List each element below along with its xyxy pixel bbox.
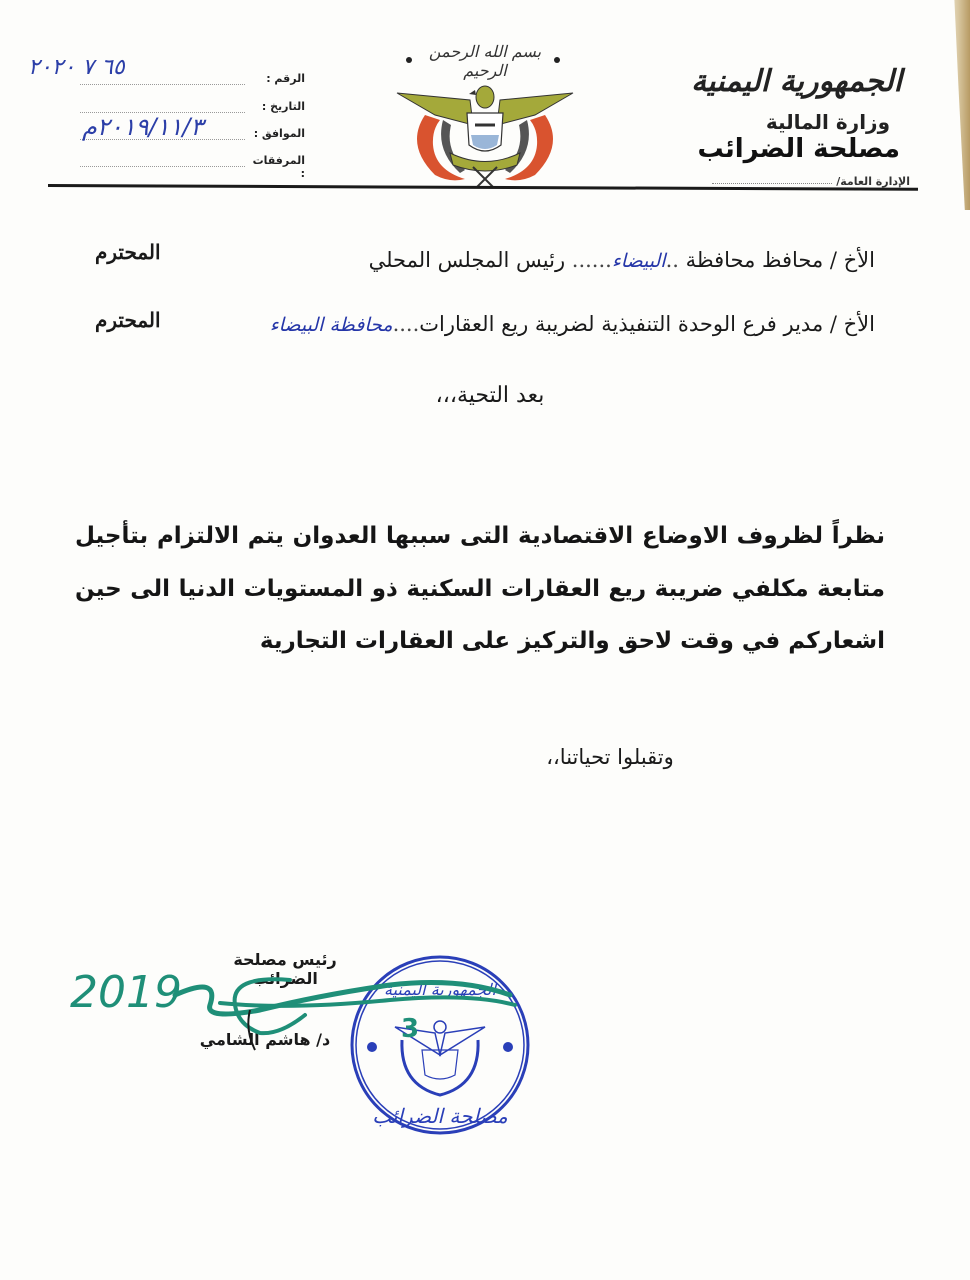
dot-fill: ...... [571, 248, 612, 272]
field-date-label: التاريخ : [261, 100, 305, 113]
addressee-governor [369, 248, 875, 272]
emblem-eagle-head [476, 86, 494, 108]
emblem-beak [469, 90, 476, 95]
handwritten-reference-number: ٦٥ ٧ ٢٠٢٠ [28, 55, 125, 80]
letter-body: نظراً لظروف الاوضاع الاقتصادية التى سببها العدوان يتم الالتزام بتأجيل متابعة مكلفي ضريبة ريع العقارات السكنية ذو المستويات الدنيا الى حين اشعاركم في وقت لاحق والتركيز على العقارات التجارية [75, 523, 885, 654]
handwritten-date: ٢٠١٩/١١/٣م [82, 113, 204, 141]
closing: وتقبلوا تحياتنا،، [546, 745, 674, 769]
department-dotted-line [712, 183, 832, 184]
paper-edge-shadow [944, 0, 970, 210]
field-attachments-line [80, 166, 245, 167]
dot-fill: .. [665, 248, 679, 272]
basmala: بسم الله الرحمن الرحيم [428, 42, 542, 80]
field-attachments-label: المرفقات : [252, 154, 305, 180]
field-number-line [80, 84, 245, 85]
addressee-branch-director [270, 312, 875, 336]
stamp-handwritten-number: 3 [400, 1014, 420, 1044]
field-number-label: الرقم : [266, 72, 305, 85]
letterhead-department: الإدارة العامة/ [836, 175, 910, 188]
letterhead-ministry: وزارة المالية [765, 110, 890, 134]
handwritten-signature-icon [60, 955, 520, 1055]
addressee-director-prefix: الأخ / مدير فرع الوحدة التنفيذية لضريبة ريع العقارات [419, 312, 875, 336]
letterhead-republic: الجمهورية اليمنية [691, 64, 902, 99]
greeting: بعد التحية،،، [435, 383, 545, 408]
signatory-name: د/ هاشم الشامي [199, 1030, 331, 1049]
field-corresponding-label: الموافق : [253, 127, 305, 140]
addressee-governor-suffix: رئيس المجلس المحلي [368, 248, 566, 272]
addressee-governor-prefix: الأخ / محافظ محافظة [685, 248, 875, 272]
stamp-text-bottom: مصلحة الضرائب [372, 1104, 508, 1128]
basmala-dot-icon [554, 57, 560, 63]
yemen-eagle-emblem-icon [395, 75, 575, 187]
basmala-dot-icon [406, 57, 412, 63]
dot-fill: .... [392, 312, 420, 336]
signatory-title: رئيس مصلحة الضرائب [233, 950, 337, 988]
letterhead-authority: مصلحة الضرائب [697, 134, 900, 164]
handwritten-governorate: البيضاء [611, 250, 666, 272]
signature-stroke-lower [220, 997, 515, 1005]
honorific-2: المحترم [95, 308, 161, 332]
honorific-1: المحترم [95, 240, 161, 264]
stamp-text-top: الجمهورية اليمنية [383, 980, 497, 999]
signature-year: 2019 [70, 967, 182, 1018]
header-divider [48, 184, 918, 191]
handwritten-governorate-2: محافظة البيضاء [269, 314, 393, 336]
